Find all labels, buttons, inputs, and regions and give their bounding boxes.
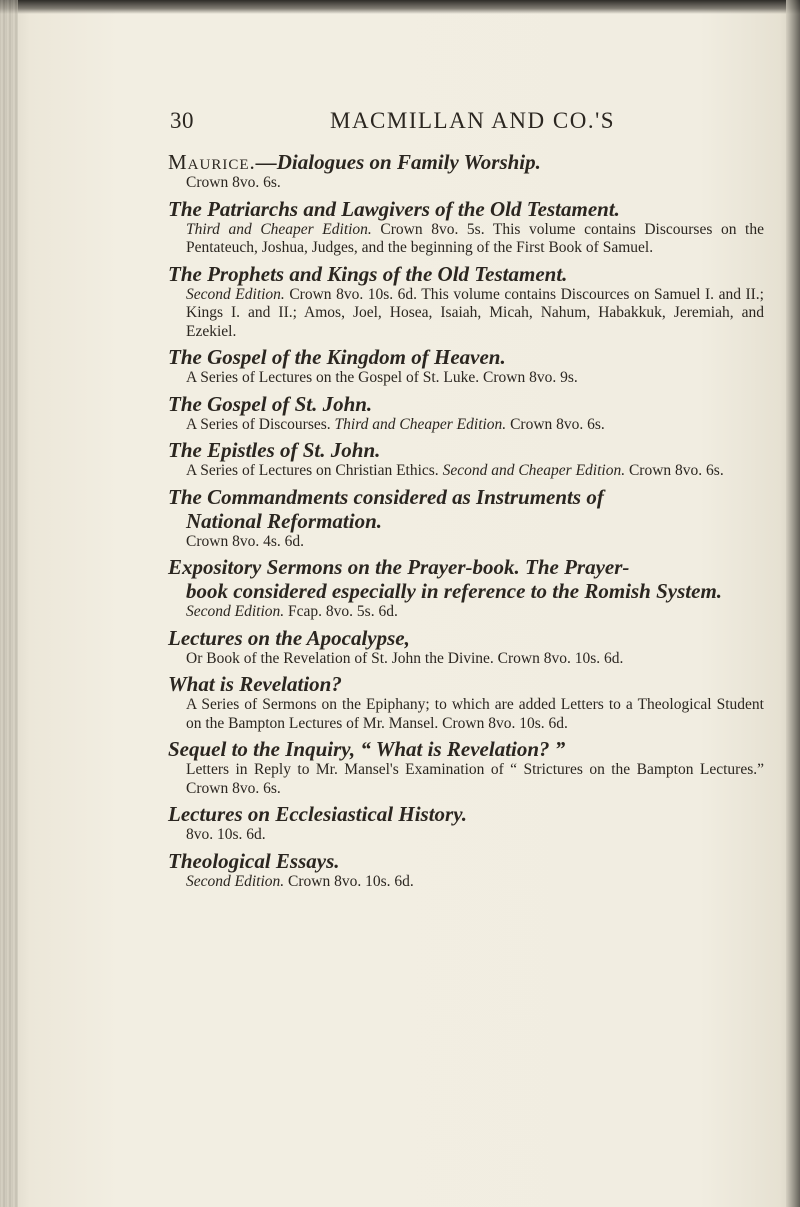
entry-title: The Epistles of St. John.: [168, 438, 381, 462]
catalogue-entry: [168, 438, 764, 481]
page-number: 30: [170, 108, 194, 133]
catalogue-entry: [168, 849, 764, 892]
catalogue-entry: [168, 485, 764, 552]
entry-details: 8vo. 10s. 6d.: [186, 826, 266, 843]
catalogue-entry: [168, 150, 764, 193]
edition-note: Second Edition.: [186, 603, 285, 620]
author-name: Maurice.: [168, 150, 256, 174]
entry-title: The Gospel of the Kingdom of Heaven.: [168, 345, 506, 369]
edition-note: Third and Cheaper Edition.: [186, 220, 372, 238]
entry-details: A Series of Lectures on the Gospel of St. Luke. Crown 8vo. 9s.: [186, 369, 578, 386]
catalogue-entry: [168, 197, 764, 258]
catalogue-entry: [168, 672, 764, 733]
page-header: [170, 108, 730, 142]
entry-title: Sequel to the Inquiry, “ What is Revelation? ”: [168, 737, 566, 761]
page-top-edge: [0, 0, 800, 14]
page-edge-shadow: [786, 0, 800, 1207]
edition-note: Second Edition.: [186, 285, 285, 303]
entry-title: The Patriarchs and Lawgivers of the Old Testament.: [168, 196, 620, 221]
edition-note: Second Edition.: [186, 872, 285, 890]
entry-details: Third and Cheaper Edition. Crown 8vo. 5s. This volume contains Discourses on the Pentateuch, Joshua, Judges, and the beginning of the First Book of Samuel.: [186, 220, 764, 256]
entry-title: Expository Sermons on the Prayer-book. The Prayer-: [168, 555, 630, 579]
entry-details: A Series of Discourses. Third and Cheaper Edition. Crown 8vo. 6s.: [186, 415, 605, 433]
entry-details: A Series of Lectures on Christian Ethics. Second and Cheaper Edition. Crown 8vo. 6s.: [186, 462, 724, 479]
entry-details: Crown 8vo. 4s. 6d.: [186, 532, 304, 550]
entry-details: Second Edition. Crown 8vo. 10s. 6d. This volume contains Discources on Samuel I. and II.; Kings I. and II.; Amos, Joel, Hosea, Isaiah, Micah, Nahum, Habakkuk, Jeremiah, and Ezekiel.: [186, 285, 764, 340]
entry-title: The Prophets and Kings of the Old Testament.: [168, 261, 568, 286]
catalogue-entry: [168, 802, 764, 845]
binding-gutter: [0, 0, 18, 1207]
catalogue-entry: [168, 345, 764, 388]
catalogue-list: [168, 150, 764, 895]
entry-details: Second Edition. Fcap. 8vo. 5s. 6d.: [186, 603, 398, 620]
catalogue-entry: [168, 262, 764, 342]
entry-title: Maurice.—Dialogues on Family Worship.: [168, 150, 541, 174]
entry-title: Theological Essays.: [168, 848, 340, 873]
entry-details: Or Book of the Revelation of St. John the Divine. Crown 8vo. 10s. 6d.: [186, 649, 624, 667]
entry-title: The Commandments considered as Instruments of: [168, 484, 604, 509]
entry-title: What is Revelation?: [168, 672, 342, 696]
entry-title: The Gospel of St. John.: [168, 391, 373, 416]
catalogue-entry: [168, 626, 764, 669]
running-head: MACMILLAN AND CO.'S: [330, 108, 616, 133]
catalogue-entry: [168, 392, 764, 435]
edition-note: Second and Cheaper Edition.: [442, 462, 626, 479]
entry-details: Second Edition. Crown 8vo. 10s. 6d.: [186, 872, 414, 890]
entry-title-continued: National Reformation.: [186, 508, 383, 533]
edition-note: Third and Cheaper Edition.: [334, 415, 507, 433]
entry-title: Lectures on Ecclesiastical History.: [168, 802, 468, 826]
entry-details: Crown 8vo. 6s.: [186, 174, 281, 191]
entry-title-continued: book considered especially in reference to the Romish System.: [186, 579, 723, 603]
catalogue-entry: [168, 555, 764, 622]
entry-details: Letters in Reply to Mr. Mansel's Examination of “ Strictures on the Bampton Lectures.” Crown 8vo. 6s.: [186, 761, 764, 797]
entry-details: A Series of Sermons on the Epiphany; to which are added Letters to a Theological Student on the Bampton Lectures of Mr. Mansel. Crown 8vo. 10s. 6d.: [186, 696, 764, 732]
catalogue-entry: [168, 737, 764, 798]
entry-title: Lectures on the Apocalypse,: [168, 625, 410, 650]
